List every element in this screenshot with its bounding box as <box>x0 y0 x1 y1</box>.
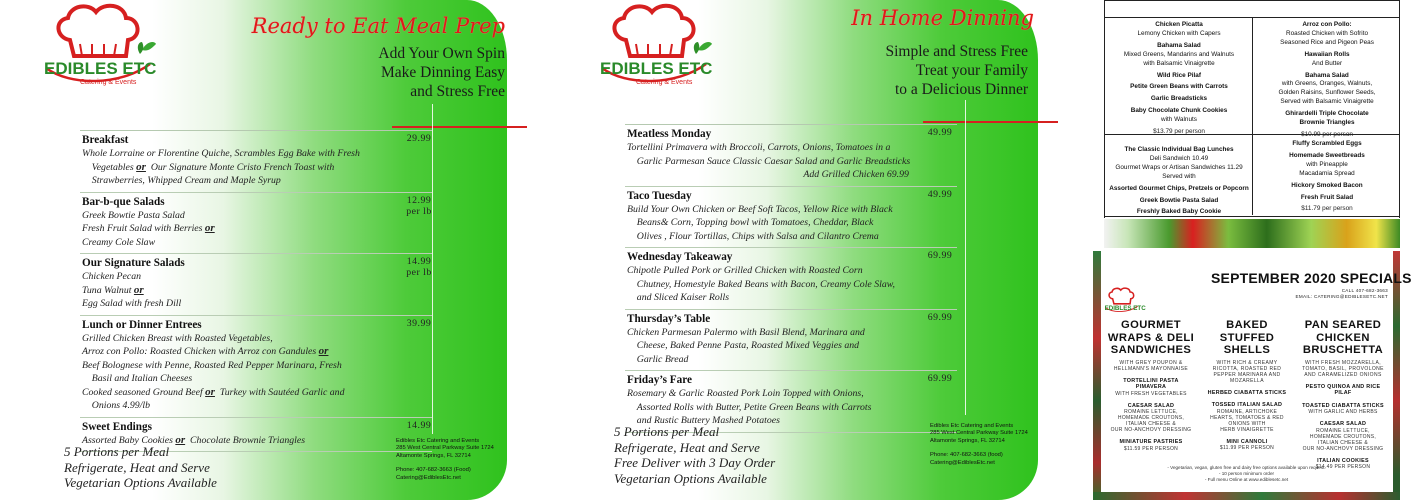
note-line: - 10 person minimum order <box>1218 471 1275 476</box>
side-detail <box>1199 409 1295 433</box>
menu-item <box>625 187 957 249</box>
tagline-line: Add Your Own Spin <box>378 45 505 62</box>
menu-item <box>80 193 432 255</box>
side-name <box>1199 390 1295 397</box>
item-description <box>627 326 957 340</box>
description-text: Egg Salad with fresh Dill <box>82 298 182 309</box>
side-name-line: CAESAR SALAD <box>1127 402 1175 409</box>
chef-hat-icon <box>1109 288 1134 304</box>
item-name: Lunch or Dinner Entrees <box>82 318 202 331</box>
item-description <box>82 147 432 161</box>
side-detail-line: HOMEMADE CROUTONS, <box>1309 433 1377 440</box>
side-name <box>1199 402 1295 409</box>
menu-panel-in-home-dining <box>553 0 1058 500</box>
side-name-line: PILAF <box>1334 390 1352 396</box>
footnote-line: Refrigerate, Heat and Serve <box>614 439 760 455</box>
description-line: WITH GREY POUPON & <box>1119 359 1183 366</box>
side-name-line: HERBED CIABATTA STICKS <box>1207 389 1287 396</box>
description-text: Garlic Parmesan Sauce Classic Caesar Salad and Garlic Breadsticks <box>627 155 911 167</box>
tagline-line: and Stress Free <box>410 83 505 100</box>
contact-line: Catering@EdiblesEtc.net <box>930 459 995 466</box>
description-text: Cooked seasoned Ground Beef <box>82 386 206 398</box>
price-value: 49.99 <box>927 127 953 138</box>
description-text: Turkey with Sautéed Garlic and <box>214 386 345 398</box>
tagline <box>265 44 505 101</box>
side-detail-line: ITALIAN CHEESE & <box>1126 421 1176 427</box>
description-text: and Rustic Buttery Mashed Potatoes <box>627 415 780 426</box>
description-line: RICOTTA, ROASTED RED <box>1212 365 1282 372</box>
item-name: Thursday’s Table <box>627 312 711 325</box>
description-text: Rosemary & Garlic Roasted Pork Loin Topped with Onions, <box>627 388 864 399</box>
side-detail-line: $11.59 PER PERSON <box>1123 445 1179 452</box>
special-heading <box>1199 319 1295 357</box>
dish-detail: Mixed Greens, Mandarins and Walnuts <box>1123 50 1235 58</box>
description-line: TOMATO, BASIL, PROVOLONE <box>1302 365 1384 372</box>
item-description <box>82 345 432 359</box>
grid-line <box>1104 0 1400 1</box>
description-text: Cheese, Baked Penne Pasta, Roasted Mixed Veggies and <box>627 340 860 351</box>
footnote-line: 5 Portions per Meal <box>614 424 720 439</box>
footnote-line: 5 Portions per Meal <box>64 444 170 459</box>
description-text: and Sliced Kaiser Rolls <box>627 292 730 303</box>
heading-line: STUFFED <box>1219 331 1275 344</box>
item-price <box>396 195 442 217</box>
price-value: 69.99 <box>927 250 953 261</box>
spacer <box>396 460 494 467</box>
leaf-icon <box>694 42 712 54</box>
item-name: Sweet Endings <box>82 420 152 433</box>
contact-email: EMAIL: CATERING@EDIBLESETC.NET <box>1295 294 1388 300</box>
side-name-line: MINI CANNOLI <box>1226 438 1268 445</box>
menu-title: Ready to Eat Meal Prep <box>251 14 505 38</box>
heading-line: GOURMET <box>1121 319 1181 331</box>
red-divider <box>923 121 1058 123</box>
contact-line: Catering@EdiblesEtc.net <box>396 474 461 481</box>
heading-line: PAN SEARED <box>1304 319 1382 331</box>
dish-name: Brownie Triangles <box>1299 119 1355 127</box>
footnotes <box>64 444 217 491</box>
edibles-etc-logo <box>1103 287 1146 315</box>
side-detail-line: WITH GARLIC AND HERBS <box>1308 409 1378 415</box>
note-line: - Vegetarian, vegan, gluten free and dairy free options available upon request. <box>1167 465 1326 470</box>
item-description <box>627 264 957 278</box>
special-description <box>1199 360 1295 384</box>
dish-name: Baby Chocolate Chunk Cookies <box>1130 107 1228 115</box>
contact-line: Altamonte Springs, FL 32714 <box>930 437 1005 444</box>
item-description <box>82 174 432 188</box>
specials-grid-panel <box>1098 0 1400 248</box>
dish-name: Wild Rice Pilaf <box>1157 71 1201 79</box>
edibles-etc-logo <box>40 2 160 92</box>
specials-contact <box>1296 288 1388 301</box>
leaf-border <box>1093 251 1101 500</box>
description-line: AND CARAMELIZED ONIONS <box>1304 371 1382 378</box>
menu-item <box>80 254 432 316</box>
item-name: Taco Tuesday <box>627 189 692 202</box>
contact-line: Phone: 407-682-3663 (Food) <box>396 467 471 474</box>
side-name-line: PESTO QUINOA AND RICE <box>1305 383 1381 390</box>
edibles-etc-logo <box>596 2 716 92</box>
chef-hat-icon <box>58 6 137 56</box>
description-text: Chocolate Brownie Triangles <box>185 434 306 446</box>
description-text: Tuna Walnut <box>82 284 134 296</box>
contact-line: Phone: 407-682-3663 (food) <box>930 452 1003 459</box>
item-description <box>627 203 957 217</box>
item-description <box>82 284 432 298</box>
or-connector: or <box>175 433 186 446</box>
svg-text:Catering & Events: Catering & Events <box>636 79 693 86</box>
item-price <box>917 250 963 261</box>
side-detail <box>1295 428 1391 452</box>
price-value: 14.99 <box>406 419 432 431</box>
dish-name: Assorted Gourmet Chips, Pretzels or Popcorn <box>1109 184 1249 192</box>
heading-line: CHICKEN <box>1316 331 1370 344</box>
or-connector: or <box>133 283 144 296</box>
dish-name: Ghirardelli Triple Chocolate <box>1285 110 1369 118</box>
dish-detail: Seasoned Rice and Pigeon Peas <box>1280 38 1374 46</box>
tagline-line: Make Dinning Easy <box>381 64 505 81</box>
footnote-line: Vegetarian Options Available <box>614 470 767 486</box>
dish-name: Freshly Baked Baby Cookie <box>1136 208 1222 216</box>
menu-items <box>80 130 432 452</box>
note-line: - Full menu Online at www.ediblesetc.net <box>1204 477 1289 482</box>
description-text: Grilled Chicken Breast with Roasted Vegetables, <box>82 332 273 344</box>
description-text: Greek Bowtie Pasta Salad <box>82 209 185 221</box>
side-detail-line: ROMAINE LETTUCE, <box>1124 409 1178 415</box>
contact-line: Edibles Etc Catering and Events <box>396 438 480 444</box>
or-connector: or <box>204 222 215 234</box>
dish-name: Petite Green Beans with Carrots <box>1130 83 1228 91</box>
item-price <box>917 189 963 200</box>
dish-detail: Golden Raisins, Sunflower Seeds, <box>1278 89 1376 97</box>
dish-detail: Roasted Chicken with Sofrito <box>1285 29 1369 37</box>
item-description <box>82 270 432 284</box>
leaf-icon <box>138 42 156 54</box>
item-description <box>627 278 957 292</box>
dish-name: Fresh Fruit Salad <box>1300 193 1354 201</box>
tagline-line: to a Delicious Dinner <box>894 81 1028 98</box>
heading-line: SHELLS <box>1223 344 1271 356</box>
item-description <box>627 168 957 182</box>
contact-line: 285 West Central Parkway Suite 1724 <box>930 430 1028 437</box>
dish-detail: with Walnuts <box>1161 116 1197 124</box>
grid-line <box>1252 17 1253 215</box>
price-value: 69.99 <box>927 311 953 323</box>
price-value: 69.99 <box>927 373 953 384</box>
description-text: Vegetables <box>82 161 137 173</box>
item-description <box>627 291 957 305</box>
description-text: Onions 4.99/lb <box>82 400 151 411</box>
special-column <box>1295 319 1391 470</box>
vegetables-photo-strip <box>1104 219 1400 248</box>
side-detail-line: HOMEMADE CROUTONS, <box>1117 415 1185 421</box>
description-text: Our Signature Monte Cristo French Toast with <box>145 161 335 173</box>
item-price <box>396 133 442 144</box>
or-connector: or <box>136 160 146 173</box>
item-description <box>82 161 432 175</box>
side-detail-line: ITALIAN CHEESE & <box>1318 439 1368 446</box>
contact-line: 285 West Central Parkway Suite 1724 <box>396 445 494 452</box>
side-detail-line: WITH FRESH VEGETABLES <box>1115 390 1187 397</box>
description-text: Chicken Pecan <box>82 271 142 282</box>
description-text: Beans& Corn, Topping bowl with Tomatoes, Cheddar, Black <box>627 217 874 228</box>
side-detail-line: HEARTS, TOMATOES & RED <box>1210 414 1284 421</box>
tagline <box>788 42 1028 99</box>
description-text: Assorted Rolls with Butter, Petite Green Beans with Carrots <box>627 401 872 413</box>
dish-detail: with Balsamic Vinaigrette <box>1143 59 1215 67</box>
price-unit: per lb <box>406 267 432 278</box>
item-description <box>627 339 957 353</box>
item-name: Friday’s Fare <box>627 374 692 386</box>
dish-name: Homemade Sweetbreads <box>1289 151 1365 159</box>
side-detail-line: HERB VINAIGRETTE <box>1220 426 1274 433</box>
side-name <box>1103 378 1199 391</box>
side-name <box>1295 384 1391 397</box>
dish-name: Bahama Salad <box>1157 41 1201 49</box>
side-detail-line: ROMAINE, ARTICHOKE <box>1216 408 1278 415</box>
dish-price: $10.99 per person <box>1301 130 1353 138</box>
specials-title: SEPTEMBER 2020 SPECIALS <box>1211 270 1412 286</box>
item-name: Breakfast <box>82 134 129 146</box>
description-text: Fresh Fruit Salad with Berries <box>82 223 205 234</box>
description-text: Garlic Bread <box>627 353 689 365</box>
heading-line: SANDWICHES <box>1110 344 1192 356</box>
heading-line: BAKED <box>1226 319 1268 331</box>
side-name-line: TOSSED ITALIAN SALAD <box>1211 402 1283 408</box>
description-text: Add Grilled Chicken 69.99 <box>627 169 909 180</box>
special-heading <box>1295 319 1391 357</box>
item-description <box>627 141 957 155</box>
description-text: Creamy Cole Slaw <box>82 236 156 248</box>
description-line: WITH FRESH MOZZARELLA, <box>1304 359 1382 366</box>
item-description <box>82 297 432 311</box>
item-description <box>627 353 957 367</box>
special-column <box>1199 319 1295 451</box>
leaf-border <box>1393 251 1400 500</box>
specials-cell <box>1106 146 1252 217</box>
menu-item <box>80 316 432 418</box>
side-detail <box>1199 445 1295 451</box>
heading-line: WRAPS & DELI <box>1107 331 1195 344</box>
side-detail <box>1103 409 1199 433</box>
dish-detail: Deli Sandwich 10.49 <box>1149 154 1209 162</box>
side-detail-line: $14.49 PER PERSON <box>1315 464 1371 470</box>
item-price <box>917 312 963 323</box>
description-text: Chipotle Pulled Pork or Grilled Chicken with Roasted Corn <box>627 265 863 276</box>
item-price <box>396 420 442 431</box>
item-description <box>627 387 957 401</box>
dish-name: The Classic Individual Bag Lunches <box>1124 146 1234 153</box>
item-description <box>82 222 432 236</box>
description-text: Build Your Own Chicken or Beef Soft Tacos, Yellow Rice with Black <box>627 203 893 215</box>
side-detail-line: OUR NO-ANCHOVY DRESSING <box>1110 427 1192 433</box>
item-description <box>82 236 432 250</box>
description-text: Olives , Flour Tortillas, Chips with Salsa and Cilantro Crema <box>627 230 879 242</box>
price-value: 14.99 <box>406 256 432 267</box>
price-value: 49.99 <box>927 188 953 200</box>
dish-detail: Gourmet Wraps or Artisan Sandwiches 11.29 <box>1115 163 1243 171</box>
side-detail-line: $11.99 PER PERSON <box>1219 445 1275 451</box>
side-detail-line: OUR NO-ANCHOVY DRESSING <box>1302 445 1384 452</box>
side-detail-line: ONIONS WITH <box>1228 420 1266 427</box>
item-description <box>82 359 432 373</box>
september-specials-panel <box>1093 251 1412 500</box>
item-price <box>396 318 442 329</box>
dish-name: Arroz con Pollo: <box>1302 21 1352 28</box>
side-name-line: MINIATURE PASTRIES <box>1119 439 1183 445</box>
item-description <box>627 155 957 169</box>
description-line: PEPPER MARINARA AND <box>1213 371 1281 378</box>
item-description <box>82 399 432 413</box>
side-name-line: ITALIAN COOKIES <box>1317 457 1369 464</box>
side-detail <box>1103 391 1199 397</box>
item-description <box>82 372 432 386</box>
spacer <box>930 445 1028 452</box>
menu-item <box>80 131 432 193</box>
dish-detail: Lemony Chicken with Capers <box>1137 29 1221 37</box>
svg-text:EDIBLES ETC: EDIBLES ETC <box>600 59 713 78</box>
contact-line: Altamonte Springs, FL 32714 <box>396 452 471 459</box>
dish-detail: Macadamia Spread <box>1299 169 1355 177</box>
menu-panel-ready-to-eat <box>0 0 527 500</box>
specials-notes <box>1093 465 1400 483</box>
item-description <box>82 332 432 346</box>
menu-items <box>625 124 957 433</box>
leaf-border <box>1093 492 1400 500</box>
special-column <box>1103 319 1199 452</box>
side-detail <box>1103 446 1199 452</box>
description-text: Basil and Italian Cheeses <box>82 373 193 384</box>
contact-info <box>930 423 1028 467</box>
side-detail <box>1295 409 1391 415</box>
item-name: Our Signature Salads <box>82 257 185 269</box>
description-text: Chicken Parmesan Palermo with Basil Blend, Marinara and <box>627 326 865 338</box>
menu-item <box>625 125 957 187</box>
description-text: Tortellini Primavera with Broccoli, Carrots, Onions, Tomatoes in a <box>627 142 891 153</box>
description-text: Chutney, Homestyle Baked Beans with Bacon, Creamy Cole Slaw, <box>627 278 896 290</box>
description-text: Arroz con Pollo: Roasted Chicken with Arroz con Gandules <box>82 346 319 357</box>
svg-text:Catering & Events: Catering & Events <box>80 79 137 86</box>
specials-cell <box>1254 140 1400 214</box>
dish-name: Hawaiian Rolls <box>1304 50 1350 58</box>
item-price <box>917 373 963 384</box>
dish-detail: Served with <box>1162 172 1196 180</box>
dish-name: Garlic Breadsticks <box>1150 95 1208 103</box>
description-text: Assorted Baby Cookies <box>82 434 176 446</box>
description-text: Whole Lorraine or Florentine Quiche, Scrambles Egg Bake with Fresh <box>82 148 360 159</box>
menu-item <box>625 248 957 310</box>
item-description <box>627 216 957 230</box>
description-line: MOZARELLA <box>1230 377 1264 384</box>
menu-item <box>625 310 957 372</box>
tagline-line: Simple and Stress Free <box>885 43 1028 60</box>
item-name: Bar-b-que Salads <box>82 195 165 208</box>
dish-name: Greek Bowtie Pasta Salad <box>1139 196 1219 204</box>
item-name: Wednesday Takeaway <box>627 251 733 263</box>
or-connector: or <box>205 385 215 398</box>
grid-line <box>965 100 966 415</box>
contact-phone: CALL 407-682-3663 <box>1341 288 1388 293</box>
item-name: Meatless Monday <box>627 128 712 140</box>
dish-price: $11.79 per person <box>1301 205 1353 213</box>
price-value: 12.99 <box>406 194 432 206</box>
special-heading <box>1103 319 1199 357</box>
price-value: 29.99 <box>406 133 432 144</box>
dish-detail: with Greens, Oranges, Walnuts, <box>1281 80 1373 88</box>
tagline-line: Treat your Family <box>915 62 1028 79</box>
specials-cell <box>1106 21 1252 137</box>
svg-text:EDIBLES ETC: EDIBLES ETC <box>44 59 157 78</box>
item-price <box>917 127 963 138</box>
dish-detail: with Pineapple <box>1306 160 1348 168</box>
contact-line: Edibles Etc Catering and Events <box>930 423 1014 429</box>
side-name-line: PIMAVERA <box>1135 384 1167 390</box>
item-description <box>82 386 432 400</box>
svg-text:EDIBLES ETC: EDIBLES ETC <box>1104 305 1146 313</box>
description-line: HELLMANN'S MAYONNAISE <box>1113 365 1189 372</box>
menu-title: In Home Dinning <box>851 6 1034 30</box>
contact-info <box>396 438 494 482</box>
side-detail-line: ROMAINE LETTUCE, <box>1316 427 1370 434</box>
special-description <box>1295 360 1391 378</box>
footnote-line: Refrigerate, Heat and Serve <box>64 459 210 475</box>
footnote-line: Free Deliver with 3 Day Order <box>614 455 776 470</box>
or-connector: or <box>318 345 329 357</box>
dish-name: Hickory Smoked Bacon <box>1291 181 1363 189</box>
footnote-line: Vegetarian Options Available <box>64 475 217 490</box>
item-description <box>82 209 432 223</box>
chef-hat-icon <box>614 6 693 56</box>
dish-price: $13.79 per person <box>1153 128 1205 136</box>
description-line: WITH RICH & CREAMY <box>1216 359 1278 366</box>
footnotes <box>614 424 775 486</box>
dish-name: Chicken Picatta <box>1155 21 1203 28</box>
side-name-line: TORTELLINI PASTA <box>1123 377 1179 384</box>
item-description <box>627 230 957 244</box>
description-text: Strawberries, Whipped Cream and Maple Syrup <box>82 175 281 186</box>
dish-name: Fluffy Scrambled Eggs <box>1292 140 1362 147</box>
specials-cell <box>1254 21 1400 140</box>
price-value: 39.99 <box>406 317 432 329</box>
item-description <box>627 401 957 415</box>
heading-line: BRUSCHETTA <box>1302 344 1384 356</box>
dish-name: Bahama Salad <box>1305 71 1349 79</box>
side-name-line: TOASTED CIABATTA STICKS <box>1302 402 1384 409</box>
price-unit: per lb <box>406 205 432 217</box>
special-description <box>1103 360 1199 372</box>
item-price <box>396 256 442 278</box>
dish-detail: And Butter <box>1311 59 1343 67</box>
description-text: Beef Bolognese with Penne, Roasted Red Pepper Marinara, Fresh <box>82 359 342 371</box>
red-divider <box>392 126 527 128</box>
dish-detail: Served with Balsamic Vinaigrette <box>1280 98 1374 106</box>
side-name-line: CAESAR SALAD <box>1319 421 1367 427</box>
